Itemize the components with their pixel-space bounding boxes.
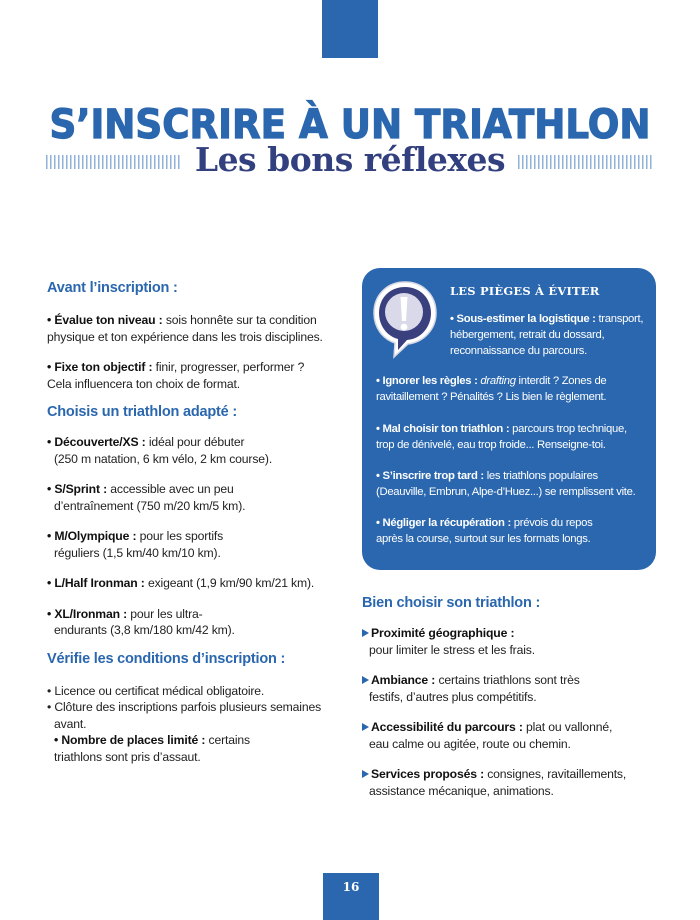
page-number: 16 bbox=[342, 880, 360, 894]
item-label: • Sous-estimer la logistique : bbox=[450, 313, 596, 325]
list-item bbox=[362, 766, 662, 799]
item-label: • Découverte/XS : bbox=[47, 435, 146, 449]
item-label: Accessibilité du parcours : bbox=[371, 720, 523, 734]
item-text: idéal pour débuter bbox=[145, 435, 245, 449]
item-text-cont: après la course, surtout sur les formats longs. bbox=[376, 532, 591, 545]
item-text-cont: d’entraînement (750 m/20 km/5 km). bbox=[54, 498, 246, 513]
item-text: certains bbox=[205, 733, 250, 747]
list-item bbox=[362, 625, 662, 658]
item-text-cont: eau calme ou agitée, route ou chemin. bbox=[369, 736, 571, 751]
triangle-bullet-icon bbox=[362, 629, 369, 637]
item-text-cont: assistance mécanique, animations. bbox=[369, 783, 554, 798]
triangle-bullet-icon bbox=[362, 723, 369, 731]
item-text: sois honnête sur ta condition bbox=[162, 313, 317, 327]
list-line: avant. bbox=[54, 716, 87, 731]
item-label: Ambiance : bbox=[371, 673, 436, 687]
list-line: • Licence ou certificat médical obligatoire. bbox=[47, 683, 265, 698]
pitfalls-box bbox=[362, 268, 656, 570]
subtitle-row bbox=[0, 140, 700, 184]
pitfalls-title: LES PIÈGES À ÉVITER bbox=[450, 284, 600, 298]
triangle-bullet-icon bbox=[362, 676, 369, 684]
list-item bbox=[47, 575, 337, 592]
item-text: interdit ? Zones de bbox=[515, 375, 607, 387]
item-label: • XL/Ironman : bbox=[47, 606, 128, 621]
item-text: pour les ultra- bbox=[127, 606, 203, 621]
page-number-box bbox=[323, 873, 379, 920]
item-text: plat ou vallonné, bbox=[522, 720, 613, 734]
item-text-cont: reconnaissance du parcours. bbox=[450, 344, 587, 357]
item-text: prévois du repos bbox=[510, 517, 593, 529]
top-tab-decoration bbox=[322, 0, 378, 58]
item-text: pour les sportifs bbox=[136, 529, 224, 543]
pitfall-item bbox=[450, 312, 650, 359]
item-text-cont: endurants (3,8 km/180 km/42 km). bbox=[54, 623, 235, 637]
item-italic: drafting bbox=[480, 375, 516, 387]
pitfall-item bbox=[376, 374, 652, 406]
item-text-cont: réguliers (1,5 km/40 km/10 km). bbox=[54, 545, 221, 560]
list-item bbox=[362, 719, 662, 752]
list-item bbox=[47, 434, 337, 467]
item-label: • S/Sprint : bbox=[47, 482, 108, 496]
section-heading-choose-triathlon: Choisis un triathlon adapté : bbox=[47, 404, 237, 420]
item-label: • Fixe ton objectif : bbox=[47, 360, 153, 374]
section-heading-before-registration: Avant l’inscription : bbox=[47, 280, 178, 296]
item-text: consignes, ravitaillements, bbox=[484, 767, 627, 781]
item-text-cont: hébergement, retrait du dossard, bbox=[450, 328, 605, 341]
decorative-stripes-right bbox=[518, 155, 654, 169]
list-item bbox=[47, 606, 337, 639]
item-text-cont: Cela influencera ton choix de format. bbox=[47, 376, 240, 391]
pitfall-item bbox=[376, 469, 656, 501]
list-item bbox=[47, 359, 337, 392]
list-line: • Clôture des inscriptions parfois plusieurs semaines bbox=[47, 700, 322, 714]
section-heading-choose-well: Bien choisir son triathlon : bbox=[362, 595, 541, 611]
list-item bbox=[47, 528, 337, 561]
item-label: • S’inscrire trop tard : bbox=[376, 470, 484, 482]
item-text-cont: triathlons sont pris d’assaut. bbox=[54, 749, 201, 764]
item-text-cont: pour limiter le stress et les frais. bbox=[369, 642, 535, 657]
item-label: • Nombre de places limité : bbox=[54, 733, 206, 747]
page-subtitle: Les bons réflexes bbox=[194, 140, 506, 179]
item-text: transport, bbox=[595, 313, 644, 325]
list-item bbox=[362, 672, 662, 705]
list-block bbox=[47, 683, 337, 766]
item-label: Services proposés : bbox=[371, 767, 484, 781]
list-item bbox=[47, 312, 337, 345]
exclamation-speech-bubble-icon bbox=[370, 278, 440, 360]
item-text-cont: trop de dénivelé, eau trop froide... Renseigne-toi. bbox=[376, 438, 606, 451]
item-text-cont: (250 m natation, 6 km vélo, 2 km course). bbox=[54, 451, 273, 466]
item-label: Proximité géographique : bbox=[371, 626, 515, 640]
item-label: • M/Olympique : bbox=[47, 529, 137, 543]
item-text-cont: festifs, d’autres plus compétitifs. bbox=[369, 689, 537, 704]
item-text: exigeant (1,9 km/90 km/21 km). bbox=[144, 576, 315, 590]
item-label: • Négliger la récupération : bbox=[376, 517, 511, 529]
left-column bbox=[47, 280, 337, 765]
pitfall-item bbox=[376, 516, 652, 548]
list-item bbox=[47, 481, 337, 514]
item-text: finir, progresser, performer ? bbox=[152, 360, 305, 374]
item-label: • L/Half Ironman : bbox=[47, 576, 145, 590]
item-text: accessible avec un peu bbox=[107, 482, 234, 496]
section-heading-check-conditions: Vérifie les conditions d’inscription : bbox=[47, 650, 286, 667]
item-text-cont: physique et ton expérience dans les trois disciplines. bbox=[47, 329, 323, 344]
item-label: • Ignorer les règles : bbox=[376, 375, 478, 387]
item-text: parcours trop technique, bbox=[509, 423, 627, 435]
right-column bbox=[362, 595, 662, 799]
item-text: les triathlons populaires bbox=[483, 470, 598, 482]
triangle-bullet-icon bbox=[362, 770, 369, 778]
item-label: • Mal choisir ton triathlon : bbox=[376, 423, 510, 435]
item-text: certains triathlons sont très bbox=[435, 673, 580, 687]
item-text-cont: (Deauville, Embrun, Alpe-d’Huez...) se remplissent vite. bbox=[376, 485, 636, 498]
pitfall-item bbox=[376, 422, 652, 454]
page-title: S’INSCRIRE À UN TRIATHLON bbox=[49, 102, 651, 148]
item-text-cont: ravitaillement ? Pénalités ? Lis bien le règlement. bbox=[376, 390, 607, 403]
item-label: • Évalue ton niveau : bbox=[47, 313, 163, 327]
